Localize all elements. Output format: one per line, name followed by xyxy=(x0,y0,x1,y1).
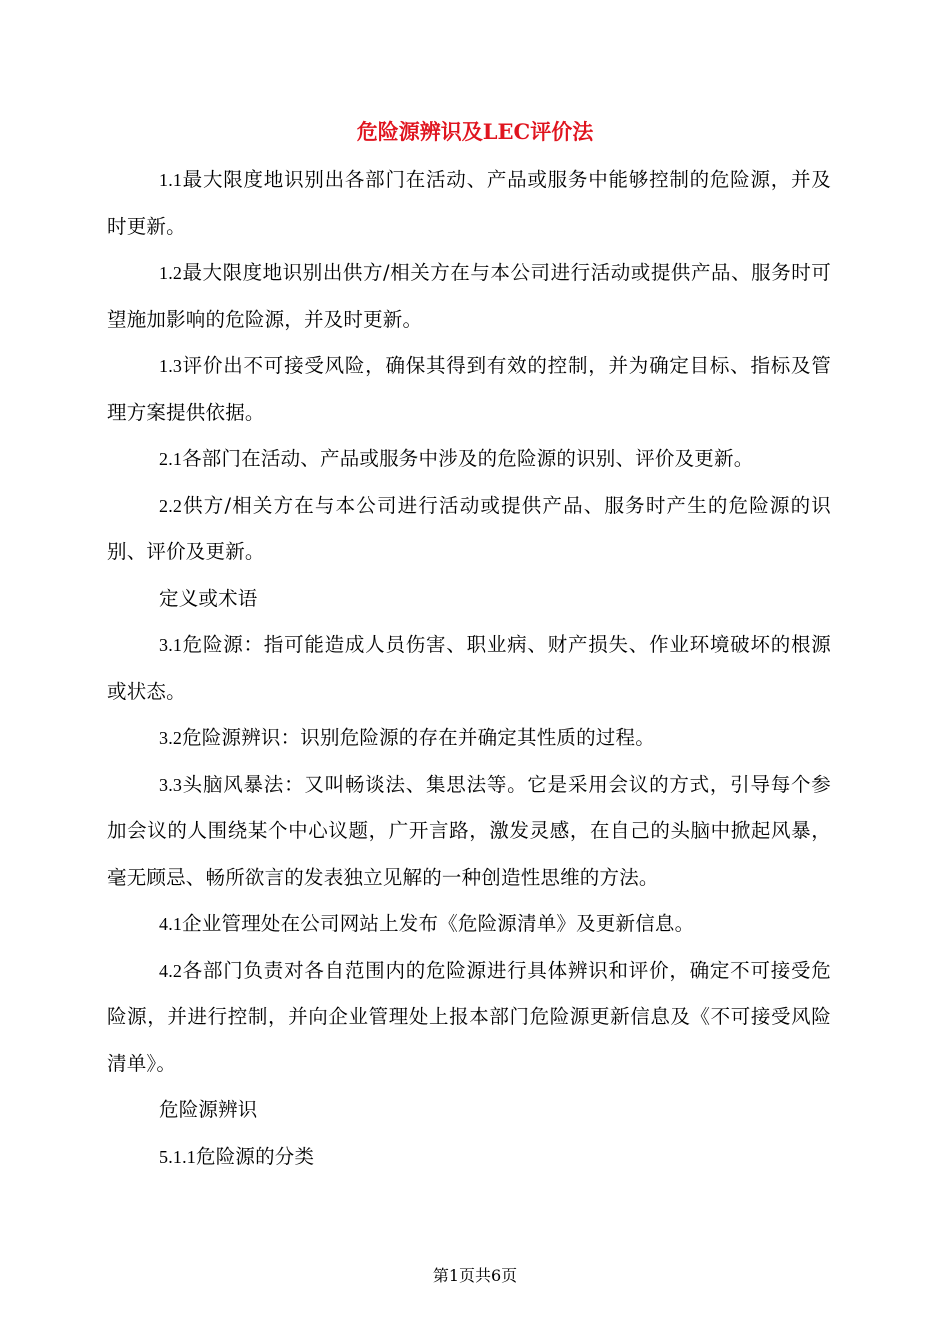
paragraph-text: 头脑风暴法：又叫畅谈法、集思法等。它是采用会议的方式，引导每个参加会议的人围绕某个中心议题，广开言路，激发灵感，在自己的头脑中掀起风暴，毫无顾忌、畅所欲言的发表独立见解的一种创造性思维的方法。 xyxy=(107,772,831,889)
page-footer: 第1页共6页 xyxy=(432,1266,518,1285)
paragraph xyxy=(107,715,831,762)
section-number: 1.1 xyxy=(159,170,183,190)
paragraph-text: 危险源辨识：识别危险源的存在并确定其性质的过程。 xyxy=(182,726,655,749)
paragraph xyxy=(107,250,831,343)
section-number: 4.2 xyxy=(159,960,183,981)
paragraph xyxy=(107,762,831,902)
section-number: 4.1 xyxy=(159,914,183,934)
paragraph-text: 各部门在活动、产品或服务中涉及的危险源的识别、评价及更新。 xyxy=(182,447,754,470)
paragraph xyxy=(107,343,831,436)
paragraph xyxy=(107,1134,831,1181)
paragraph xyxy=(107,483,831,576)
paragraph xyxy=(107,948,831,1088)
section-number: 3.3 xyxy=(159,774,183,795)
paragraph-text: 各部门负责对各自范围内的危险源进行具体辨识和评价，确定不可接受危险源，并进行控制，并向企业管理处上报本部门危险源更新信息及《不可接受风险清单》。 xyxy=(107,958,831,1075)
paragraph-text: 供方/相关方在与本公司进行活动或提供产品、服务时产生的危险源的识别、评价及更新。 xyxy=(107,493,831,563)
section-number: 1.3 xyxy=(159,356,183,376)
paragraph-text: 评价出不可接受风险，确保其得到有效的控制，并为确定目标、指标及管理方案提供依据。 xyxy=(107,354,831,424)
section-number: 3.1 xyxy=(159,635,183,655)
section-number: 5.1.1 xyxy=(159,1146,196,1167)
paragraph-text: 危险源：指可能造成人员伤害、职业病、财产损失、作业环境破坏的根源或状态。 xyxy=(107,633,831,703)
section-heading xyxy=(107,576,831,623)
heading-text: 危险源辨识 xyxy=(159,1098,258,1121)
section-number: 1.2 xyxy=(159,263,183,283)
document-body xyxy=(107,157,831,1180)
section-number: 2.1 xyxy=(159,449,183,469)
paragraph-text: 最大限度地识别出各部门在活动、产品或服务中能够控制的危险源，并及时更新。 xyxy=(107,168,831,238)
paragraph-text: 最大限度地识别出供方/相关方在与本公司进行活动或提供产品、服务时可望施加影响的危险源，并及时更新。 xyxy=(107,261,831,331)
section-number: 2.2 xyxy=(159,495,183,516)
paragraph-text: 危险源的分类 xyxy=(196,1144,315,1168)
paragraph xyxy=(107,157,831,250)
paragraph xyxy=(107,436,831,483)
document-title: 危险源辨识及LEC评价法 xyxy=(356,119,594,144)
paragraph xyxy=(107,901,831,948)
paragraph-text: 企业管理处在公司网站上发布《危险源清单》及更新信息。 xyxy=(182,912,695,935)
heading-text: 定义或术语 xyxy=(159,586,258,610)
section-heading xyxy=(107,1087,831,1134)
paragraph xyxy=(107,622,831,715)
section-number: 3.2 xyxy=(159,728,183,748)
